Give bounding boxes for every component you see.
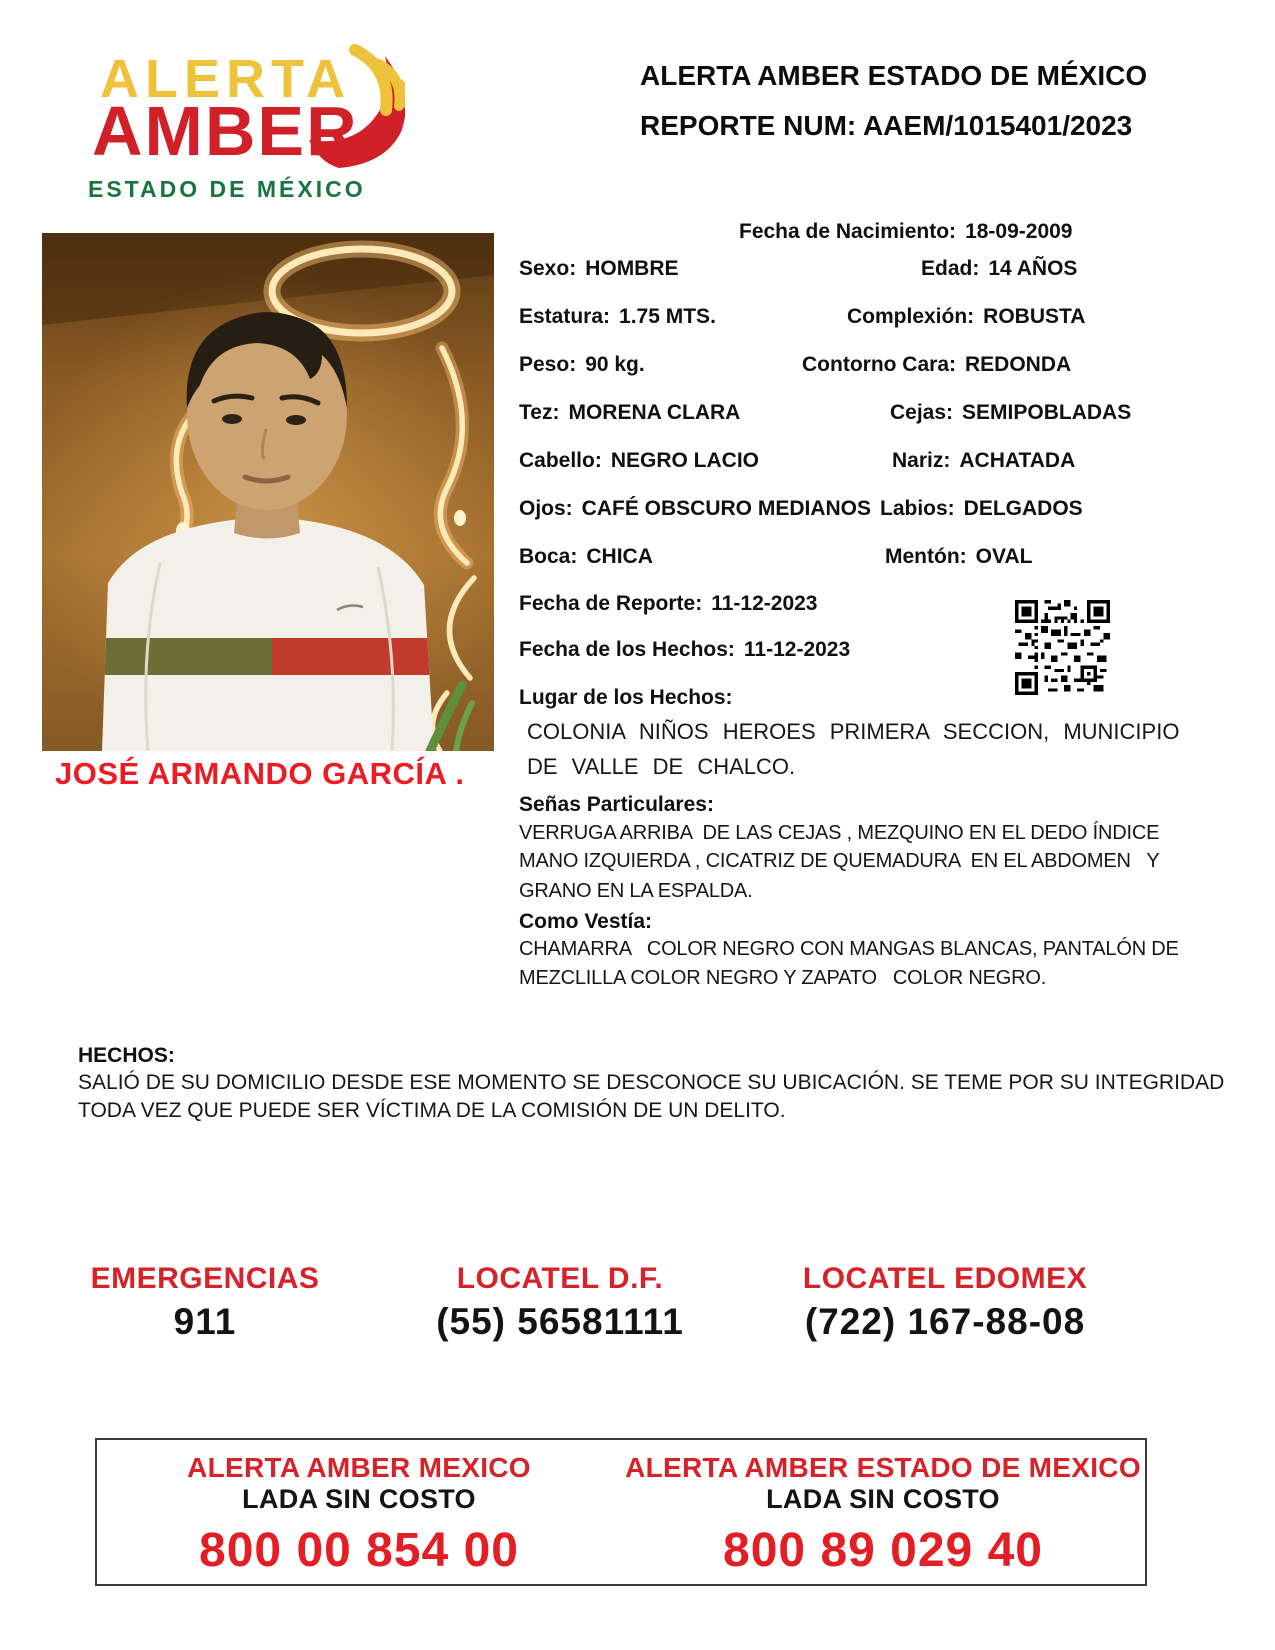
field-label: Fecha de Reporte: [519, 592, 703, 615]
field-boca [519, 545, 653, 569]
field-label: Cabello: [519, 449, 602, 472]
senas-label: Señas Particulares: [519, 793, 714, 816]
field-value: ACHATADA [959, 449, 1076, 472]
field-menton [885, 545, 1032, 569]
field-value: ROBUSTA [983, 305, 1086, 328]
field-fecha-reporte [519, 592, 817, 616]
field-complexion [847, 305, 1085, 329]
field-peso [519, 353, 645, 377]
senas-line-3: GRANO EN LA ESPALDA. [519, 880, 753, 902]
phone-number: (722) 167-88-08 [804, 1301, 1086, 1342]
phone-label: LOCATEL EDOMEX [802, 1262, 1088, 1295]
footer-amber-edomex [621, 1440, 1145, 1584]
field-fecha-nacimiento [739, 220, 1072, 244]
field-value: 11-12-2023 [743, 638, 851, 661]
field-value: REDONDA [965, 353, 1072, 376]
field-value: MORENA CLARA [568, 401, 741, 424]
field-label: Sexo: [519, 257, 577, 280]
field-label: Peso: [519, 353, 577, 376]
footer-lada-box [95, 1438, 1147, 1586]
field-label: Nariz: [892, 449, 951, 472]
field-label: Boca: [519, 545, 578, 568]
field-label: Fecha de Nacimiento: [739, 220, 957, 243]
report-number: REPORTE NUM: AAEM/1015401/2023 [640, 110, 1133, 141]
phone-label: LOCATEL D.F. [456, 1262, 664, 1295]
phone-number: (55) 56581111 [436, 1301, 684, 1342]
field-nariz [892, 449, 1075, 473]
field-label: Ojos: [519, 497, 573, 520]
field-label: Cejas: [890, 401, 954, 424]
vestimenta-line-1: CHAMARRA COLOR NEGRO CON MANGAS BLANCAS, PANTALÓN DE [519, 938, 1179, 960]
field-value: SEMIPOBLADAS [962, 401, 1132, 424]
field-edad [921, 257, 1077, 281]
field-fecha-hechos [519, 638, 850, 662]
phone-number: 911 [173, 1301, 237, 1342]
field-label: Complexión: [847, 305, 975, 328]
poster-title: ALERTA AMBER ESTADO DE MÉXICO [640, 60, 1148, 91]
field-value: 18-09-2009 [965, 220, 1073, 243]
hechos-label: HECHOS: [78, 1044, 175, 1067]
qr-code [1015, 600, 1110, 695]
vestimenta-line-2: MEZCLILLA COLOR NEGRO Y ZAPATO COLOR NEGRO. [519, 967, 1047, 989]
footer-number: 800 00 854 00 [199, 1524, 519, 1577]
field-ojos [519, 497, 871, 521]
field-cabello [519, 449, 759, 473]
field-value: NEGRO LACIO [610, 449, 760, 472]
footer-amber-mexico [97, 1440, 621, 1584]
logo-word-amber: AMBER [92, 92, 359, 170]
field-tez [519, 401, 740, 425]
phone-locatel-df [395, 1262, 725, 1343]
field-estatura [519, 305, 716, 329]
subject-photo [42, 233, 494, 751]
senas-line-1: VERRUGA ARRIBA DE LAS CEJAS , MEZQUINO EN EL DEDO ÍNDICE [519, 822, 1160, 844]
field-value: 14 AÑOS [988, 257, 1078, 280]
field-label: Estatura: [519, 305, 611, 328]
field-contorno-cara [802, 353, 1071, 377]
senas-line-2: MANO IZQUIERDA , CICATRIZ DE QUEMADURA EN EL ABDOMEN Y [519, 850, 1160, 872]
footer-subtitle: LADA SIN COSTO [766, 1484, 1000, 1514]
lugar-line-1: COLONIA NIÑOS HEROES PRIMERA SECCION, MUNICIPIO [527, 719, 1180, 744]
phone-emergencias [80, 1262, 330, 1343]
lugar-label: Lugar de los Hechos: [519, 686, 733, 709]
hechos-line-1: SALIÓ DE SU DOMICILIO DESDE ESE MOMENTO SE DESCONOCE SU UBICACIÓN. SE TEME POR SU INTEGRIDAD [78, 1071, 1225, 1094]
field-cejas [890, 401, 1131, 425]
field-label: Edad: [921, 257, 980, 280]
field-value: DELGADOS [963, 497, 1083, 520]
footer-number: 800 89 029 40 [723, 1524, 1043, 1577]
field-value: 90 kg. [585, 353, 645, 376]
field-label: Mentón: [885, 545, 967, 568]
field-label: Tez: [519, 401, 560, 424]
field-value: 11-12-2023 [711, 592, 818, 615]
logo-word-alerta: ALERTA [100, 49, 351, 109]
subject-name: JOSÉ ARMANDO GARCÍA . [55, 756, 465, 791]
vestimenta-label: Como Vestía: [519, 910, 653, 933]
footer-subtitle: LADA SIN COSTO [242, 1484, 476, 1514]
field-labios [880, 497, 1083, 521]
phone-label: EMERGENCIAS [90, 1262, 320, 1295]
footer-title: ALERTA AMBER MEXICO [187, 1452, 531, 1483]
field-sexo [519, 257, 679, 281]
field-value: OVAL [975, 545, 1033, 568]
lugar-line-2: DE VALLE DE CHALCO. [527, 754, 796, 779]
logo-word-estado: ESTADO DE MÉXICO [88, 176, 366, 202]
field-value: 1.75 MTS. [619, 305, 716, 328]
field-value: HOMBRE [585, 257, 679, 280]
field-value: CAFÉ OBSCURO MEDIANOS [581, 497, 872, 520]
field-label: Contorno Cara: [802, 353, 956, 376]
hechos-line-2: TODA VEZ QUE PUEDE SER VÍCTIMA DE LA COMISIÓN DE UN DELITO. [78, 1099, 786, 1122]
field-label: Fecha de los Hechos: [519, 638, 735, 661]
field-value: CHICA [586, 545, 653, 568]
field-label: Labios: [880, 497, 955, 520]
footer-title: ALERTA AMBER ESTADO DE MEXICO [625, 1452, 1141, 1483]
phone-locatel-edomex [755, 1262, 1135, 1343]
